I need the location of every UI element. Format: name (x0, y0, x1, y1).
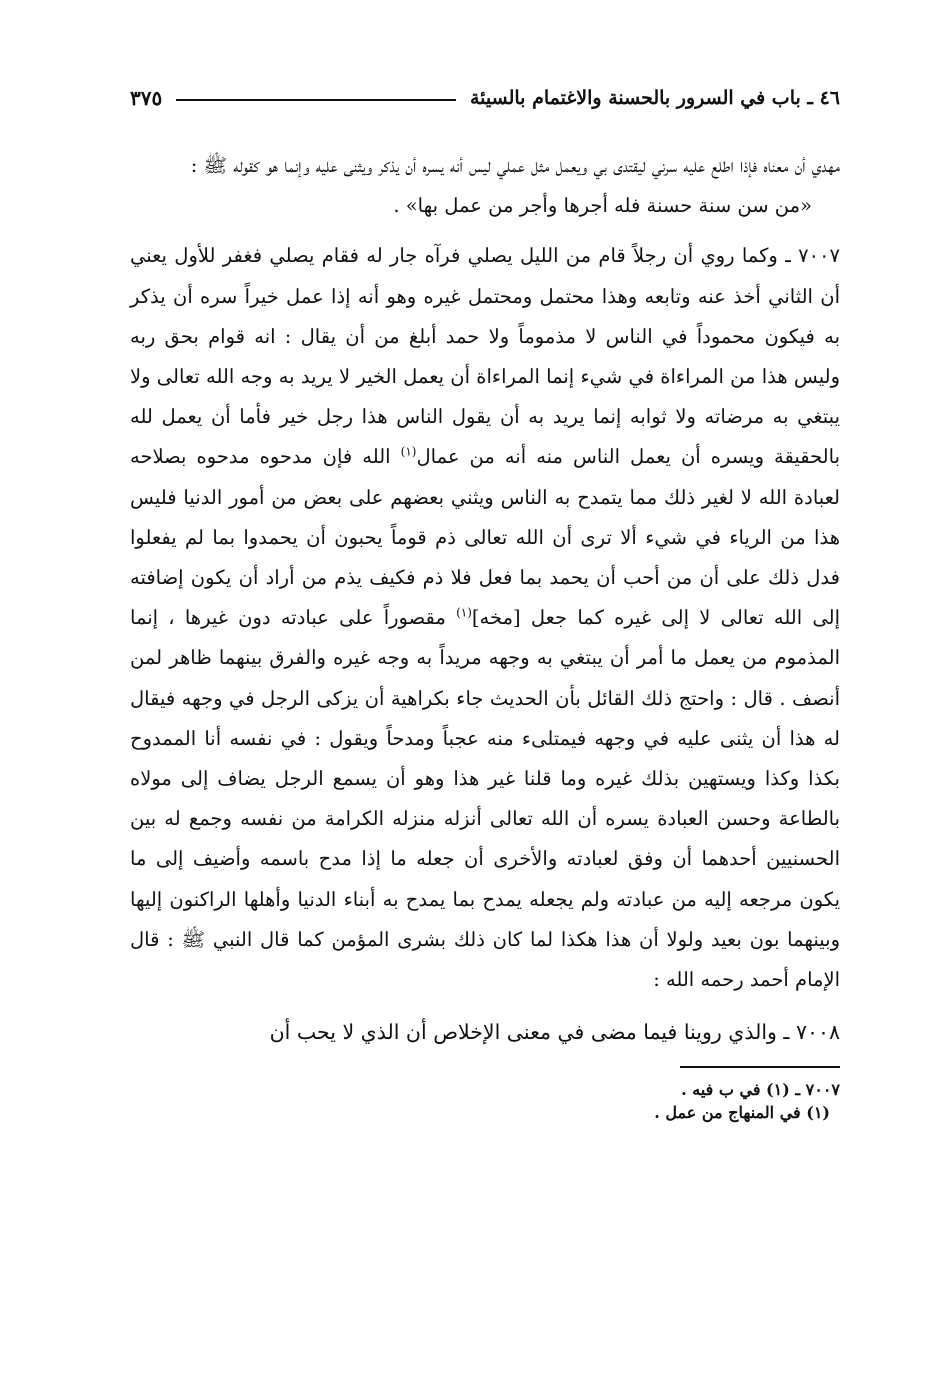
document-page (130, 78, 840, 1124)
paragraph-7007-part-a: ٧٠٠٧ ـ وكما روي أن رجلاً قام من الليل يصلي فرآه جار له فقام يصلي فغفر للأول يعني أن الثاني أخذ عنه وتابعه وهذا محتمل ومحتمل غيره وهو أنه إذا عمل خيراً سره أن يذكر به فيكون محموداً في الناس لا مذموماً ولا حمد أبلغ من أن يقال : انه قوام بحق ربه وليس هذا من المراءاة في شيء إنما المراءاة أن يعمل الخير لا يريد به وجه الله تعالى ولا يبتغي به مرضاته ولا ثوابه إنما يريد به أن يقول الناس هذا رجل خير فأما أن يعمل لله بالحقيقة ويسره أن يعمل الناس منه أنه من عمال (130, 244, 840, 469)
intro-paragraph: مهدي أن معناه فإذا اطلع عليه سرني ليقتدى بي ويعمل مثل عملي ليس أنه يسره أن يذكر ويثنى عليه وإنما هو كقوله ﷺ : (190, 154, 840, 177)
running-header (130, 78, 840, 118)
paragraph-7007-part-c: مقصوراً على عبادته دون غيرها ، إنما المذموم من يعمل ما أمر أن يبتغي به وجهه مريداً به وجه غيره والفرق بينهما ظاهر لمن أنصف . قال : واحتج ذلك القائل بأن الحديث جاء بكراهية أن يزكى الرجل في وجهه فيقال له هذا أن يثنى عليه في وجهه فيمتلىء منه عجباً ومدحاً ويقول : في نفسه أنا الممدوح بكذا وكذا ويستهين بذلك غيره وما قلنا غير هذا وهو أن يسمع الرجل يضاف إلى مولاه بالطاعة وحسن العبادة يسره أن الله تعالى أنزله منزله الكرامة من نفسه وجمع له بين الحسنيين أحدهما أن وفق لعبادته والأخرى أن جعله ما إذا مدح باسمه وأضيف إلى ما يكون مرجعه إليه من عبادته ولم يجعله يمدح بما يمدح به أبناء الدنيا وأهلها الراكنون إليها وبينهما بون بعيد ولولا أن هذا هكذا لما كان ذلك بشرى المؤمن كما قال النبي ﷺ : قال الإمام أحمد رحمه الله : (130, 606, 840, 992)
footnote-rule (680, 1066, 840, 1068)
hadith-quote: «من سن سنة حسنة فله أجرها وأجر من عمل بها» . (393, 194, 812, 218)
footnotes-section (130, 1066, 840, 1124)
paragraph-7008: ٧٠٠٨ ـ والذي روينا فيما مضى في معنى الإخلاص أن الذي لا يحب أن (269, 1020, 840, 1045)
page-number: ٣٧٥ (130, 86, 163, 110)
paragraph-7007 (130, 236, 840, 1000)
footnote-ref-1[interactable]: (١) (400, 444, 417, 459)
footnote-1: ٧٠٠٧ ـ (١) في ب فيه . (681, 1080, 840, 1100)
footnote-2: (١) في المنهاج من عمل . (654, 1103, 830, 1123)
chapter-title: ٤٦ ـ باب في السرور بالحسنة والاغتمام بالسيئة (470, 87, 840, 109)
footnote-ref-2[interactable]: (١) (456, 605, 472, 620)
main-text (130, 146, 840, 1052)
header-rule (176, 99, 456, 101)
paragraph-7007-part-b: الله فإن مدحوه مدحوه بصلاحه لعبادة الله لا لغير ذلك مما يتمدح به الناس ويثني بعضهم على بعض من أمور الدنيا فليس هذا من الرياء في شيء ألا ترى أن الله تعالى ذم قوماً يحبون أن يحمدوا بما لم يفعلوا فدل ذلك على أن من أحب أن يحمد بما فعل فلا ذم فكيف يذم من أراد أن يكون إضافته إلى الله تعالى لا إلى غيره كما جعل [مخه] (130, 445, 840, 630)
